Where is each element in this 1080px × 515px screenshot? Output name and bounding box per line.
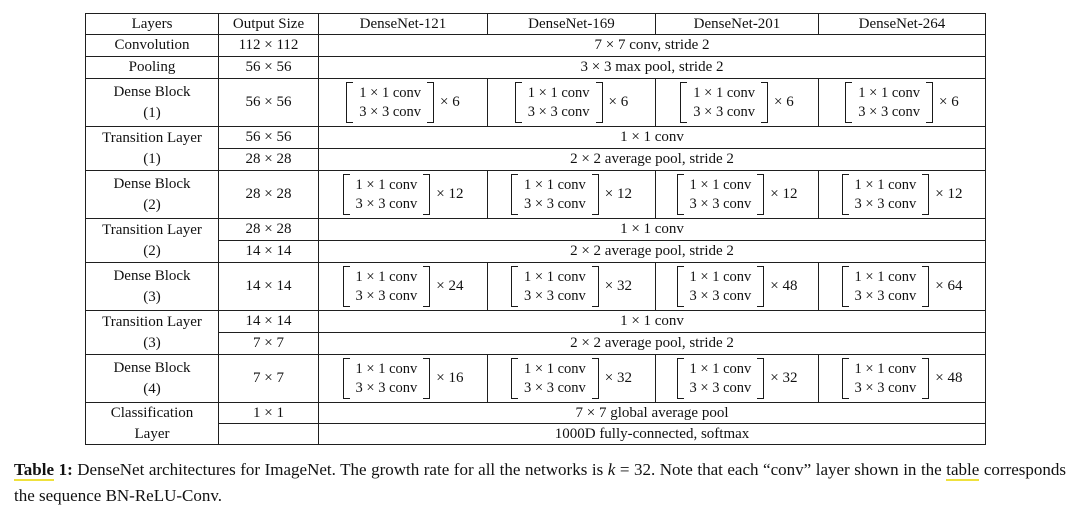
row-label: Dense Block (4) — [86, 355, 219, 403]
row-label: Convolution — [86, 35, 219, 57]
table-header-row — [86, 14, 986, 35]
op-cell: 1 × 1 conv — [319, 219, 986, 241]
matrix-cell: 1 × 1 conv 3 × 3 conv × 48 — [656, 263, 819, 311]
multiplier: × 12 — [604, 186, 632, 203]
left-bracket — [515, 82, 522, 124]
header-output-size: Output Size — [219, 14, 319, 35]
right-bracket — [596, 82, 603, 124]
multiplier: × 6 — [440, 94, 460, 111]
left-bracket — [845, 82, 852, 124]
output-size-cell: 14 × 14 — [219, 311, 319, 333]
caption-ref-num: 1: — [58, 460, 73, 479]
header-densenet-201: DenseNet-201 — [656, 14, 819, 35]
header-densenet-264: DenseNet-264 — [819, 14, 986, 35]
op-cell: 1 × 1 conv — [319, 311, 986, 333]
caption-body-2: = 32. Note that each “conv” layer shown in the — [619, 460, 942, 479]
output-size-cell: 56 × 56 — [219, 79, 319, 127]
matrix-cell: 1 × 1 conv 3 × 3 conv × 64 — [819, 263, 986, 311]
right-bracket — [761, 82, 768, 124]
row-transition-2a — [86, 219, 986, 241]
right-bracket — [926, 82, 933, 124]
op-cell: 3 × 3 max pool, stride 2 — [319, 57, 986, 79]
left-bracket — [511, 358, 518, 400]
matrix-cell: 1 × 1 conv 3 × 3 conv × 12 — [488, 171, 656, 219]
multiplier: × 16 — [436, 370, 464, 387]
multiplier: × 24 — [436, 278, 464, 295]
right-bracket — [423, 266, 430, 308]
right-bracket — [922, 358, 929, 400]
caption-highlighted-table-word: table — [946, 460, 980, 479]
op-cell: 1 × 1 conv — [319, 127, 986, 149]
right-bracket — [757, 266, 764, 308]
multiplier: × 6 — [774, 94, 794, 111]
matrix-cell: 1 × 1 conv 3 × 3 conv × 32 — [488, 263, 656, 311]
row-label: Dense Block (3) — [86, 263, 219, 311]
output-size-cell: 28 × 28 — [219, 171, 319, 219]
output-size-cell: 14 × 14 — [219, 241, 319, 263]
row-dense-block-4 — [86, 355, 986, 403]
right-bracket — [922, 266, 929, 308]
left-bracket — [677, 358, 684, 400]
output-size-empty-cell — [219, 424, 319, 445]
right-bracket — [423, 358, 430, 400]
table-caption — [14, 457, 1066, 508]
multiplier: × 32 — [770, 370, 798, 387]
row-classification-a — [86, 403, 986, 424]
multiplier: × 6 — [939, 94, 959, 111]
op-cell: 1000D fully-connected, softmax — [319, 424, 986, 445]
output-size-cell: 1 × 1 — [219, 403, 319, 424]
left-bracket — [677, 174, 684, 216]
left-bracket — [511, 174, 518, 216]
row-transition-3a — [86, 311, 986, 333]
matrix-cell: 1 × 1 conv 3 × 3 conv × 6 — [656, 79, 819, 127]
multiplier: × 32 — [604, 278, 632, 295]
left-bracket — [343, 266, 350, 308]
row-label: Dense Block (2) — [86, 171, 219, 219]
left-bracket — [677, 266, 684, 308]
right-bracket — [757, 358, 764, 400]
right-bracket — [592, 358, 599, 400]
op-cell: 2 × 2 average pool, stride 2 — [319, 241, 986, 263]
op-cell: 2 × 2 average pool, stride 2 — [319, 333, 986, 355]
multiplier: × 48 — [935, 370, 963, 387]
row-convolution — [86, 35, 986, 57]
matrix-cell: 1 × 1 conv 3 × 3 conv × 6 — [319, 79, 488, 127]
row-label: Transition Layer (2) — [86, 219, 219, 263]
matrix-cell: 1 × 1 conv 3 × 3 conv × 32 — [656, 355, 819, 403]
matrix-cell: 1 × 1 conv 3 × 3 conv × 12 — [656, 171, 819, 219]
row-pooling — [86, 57, 986, 79]
op-cell: 7 × 7 global average pool — [319, 403, 986, 424]
multiplier: × 6 — [608, 94, 629, 111]
right-bracket — [423, 174, 430, 216]
right-bracket — [922, 174, 929, 216]
multiplier: × 12 — [436, 186, 464, 203]
matrix-cell: 1 × 1 conv 3 × 3 conv × 12 — [819, 171, 986, 219]
matrix-cell: 1 × 1 conv 3 × 3 conv × 6 — [819, 79, 986, 127]
row-label: Transition Layer (3) — [86, 311, 219, 355]
header-densenet-121: DenseNet-121 — [319, 14, 488, 35]
left-bracket — [680, 82, 687, 124]
multiplier: × 64 — [935, 278, 963, 295]
left-bracket — [343, 358, 350, 400]
row-label: Dense Block (1) — [86, 79, 219, 127]
caption-k-variable: k — [607, 460, 616, 479]
row-label: Transition Layer (1) — [86, 127, 219, 171]
row-label: Classification Layer — [86, 403, 219, 445]
right-bracket — [757, 174, 764, 216]
caption-body-1: DenseNet architectures for ImageNet. The growth rate for all the networks is — [77, 460, 604, 479]
right-bracket — [592, 174, 599, 216]
header-layers: Layers — [86, 14, 219, 35]
output-size-cell: 7 × 7 — [219, 355, 319, 403]
right-bracket — [592, 266, 599, 308]
multiplier: × 12 — [770, 186, 798, 203]
row-transition-3b — [86, 333, 986, 355]
row-label: Pooling — [86, 57, 219, 79]
caption-body-3: corresponds the sequence BN-ReLU-Conv. — [14, 460, 1067, 505]
left-bracket — [842, 266, 849, 308]
matrix-cell: 1 × 1 conv 3 × 3 conv × 48 — [819, 355, 986, 403]
output-size-cell: 56 × 56 — [219, 127, 319, 149]
caption-ref-table: Table — [14, 460, 55, 479]
op-cell: 7 × 7 conv, stride 2 — [319, 35, 986, 57]
row-dense-block-1 — [86, 79, 986, 127]
multiplier: × 12 — [935, 186, 963, 203]
op-cell: 2 × 2 average pool, stride 2 — [319, 149, 986, 171]
output-size-cell: 14 × 14 — [219, 263, 319, 311]
matrix-cell: 1 × 1 conv 3 × 3 conv × 16 — [319, 355, 488, 403]
left-bracket — [511, 266, 518, 308]
output-size-cell: 112 × 112 — [219, 35, 319, 57]
left-bracket — [343, 174, 350, 216]
output-size-cell: 7 × 7 — [219, 333, 319, 355]
row-transition-1b — [86, 149, 986, 171]
multiplier: × 32 — [604, 370, 632, 387]
multiplier: × 48 — [770, 278, 798, 295]
matrix-cell: 1 × 1 conv 3 × 3 conv × 12 — [319, 171, 488, 219]
row-transition-1a — [86, 127, 986, 149]
left-bracket — [842, 174, 849, 216]
densenet-architecture-table — [85, 13, 986, 445]
output-size-cell: 56 × 56 — [219, 57, 319, 79]
row-dense-block-3 — [86, 263, 986, 311]
matrix-cell: 1 × 1 conv 3 × 3 conv × 6 — [488, 79, 656, 127]
output-size-cell: 28 × 28 — [219, 219, 319, 241]
row-transition-2b — [86, 241, 986, 263]
row-dense-block-2 — [86, 171, 986, 219]
output-size-cell: 28 × 28 — [219, 149, 319, 171]
left-bracket — [842, 358, 849, 400]
left-bracket — [346, 82, 353, 124]
row-classification-b — [86, 424, 986, 445]
header-densenet-169: DenseNet-169 — [488, 14, 656, 35]
matrix-cell: 1 × 1 conv 3 × 3 conv × 24 — [319, 263, 488, 311]
right-bracket — [427, 82, 434, 124]
matrix-cell: 1 × 1 conv 3 × 3 conv × 32 — [488, 355, 656, 403]
